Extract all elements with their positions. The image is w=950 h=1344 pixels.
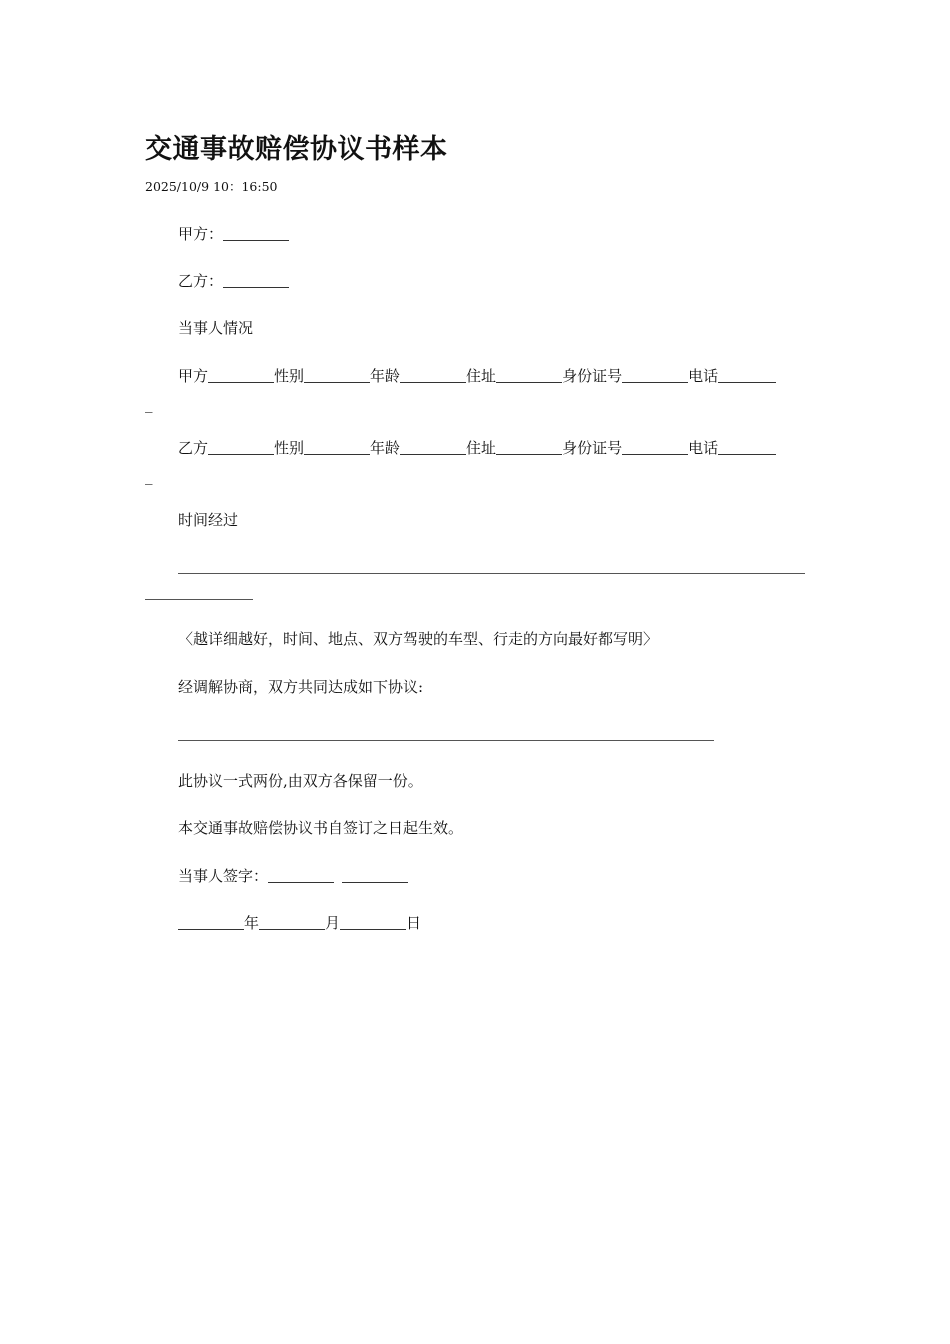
party-a-field-phone: 电话 [688, 367, 719, 385]
party-b-gender-blank [304, 440, 370, 455]
document-title: 交通事故赔偿协议书样本 [145, 134, 448, 165]
party-b-blank [223, 273, 289, 288]
day-blank [340, 915, 406, 930]
party-b-field-gender: 性别 [274, 439, 305, 457]
party-a-field-age: 年龄 [370, 367, 401, 385]
party-b-address-blank [496, 440, 562, 455]
party-a-row-overflow: _ [145, 395, 153, 413]
year-blank [178, 915, 244, 930]
party-a-info-row [178, 364, 776, 388]
party-b-row-label: 乙方 [178, 439, 209, 457]
party-a-address-blank [496, 368, 562, 383]
date-line [178, 911, 421, 935]
month-blank [259, 915, 325, 930]
party-b-label: 乙方： [178, 272, 224, 290]
day-label: 日 [406, 914, 422, 932]
party-b-row-overflow: _ [145, 467, 153, 485]
party-a-phone-blank [718, 368, 776, 383]
party-b-field-age: 年龄 [370, 439, 401, 457]
copies-clause: 此协议一式两份,由双方各保留一份。 [178, 772, 423, 790]
party-b-phone-blank [718, 440, 776, 455]
agreement-blank-line [178, 740, 714, 741]
time-process-heading: 时间经过 [178, 511, 239, 529]
party-a-age-blank [400, 368, 466, 383]
party-a-field-address: 住址 [466, 367, 497, 385]
party-b-name-blank [208, 440, 274, 455]
party-b-field-address: 住址 [466, 439, 497, 457]
party-a-gender-blank [304, 368, 370, 383]
party-b-age-blank [400, 440, 466, 455]
month-label: 月 [325, 914, 341, 932]
party-a-field-gender: 性别 [274, 367, 305, 385]
party-b-field-id: 身份证号 [562, 439, 623, 457]
time-process-blank-line-1 [178, 573, 805, 574]
year-label: 年 [244, 914, 260, 932]
party-a-id-blank [622, 368, 688, 383]
agreement-intro: 经调解协商，双方共同达成如下协议: [178, 678, 424, 696]
document-timestamp: 2025/10/9 10：16:50 [145, 179, 278, 194]
effective-clause: 本交通事故赔偿协议书自签订之日起生效。 [178, 819, 464, 837]
party-a-line [178, 222, 289, 246]
party-b-line [178, 269, 289, 293]
signature-line [178, 864, 408, 888]
party-a-row-label: 甲方 [178, 367, 209, 385]
party-b-id-blank [622, 440, 688, 455]
signature-blank-2 [342, 868, 408, 883]
party-b-info-row [178, 436, 776, 460]
signature-label: 当事人签字： [178, 867, 269, 885]
parties-heading: 当事人情况 [178, 319, 254, 337]
party-b-field-phone: 电话 [688, 439, 719, 457]
signature-blank-1 [268, 868, 334, 883]
party-a-label: 甲方： [178, 225, 224, 243]
party-a-field-id: 身份证号 [562, 367, 623, 385]
time-process-blank-line-2 [145, 599, 253, 600]
detail-note: 〈越详细越好，时间、地点、双方驾驶的车型、行走的方向最好都写明〉 [178, 630, 659, 648]
party-a-name-blank [208, 368, 274, 383]
party-a-blank [223, 226, 289, 241]
